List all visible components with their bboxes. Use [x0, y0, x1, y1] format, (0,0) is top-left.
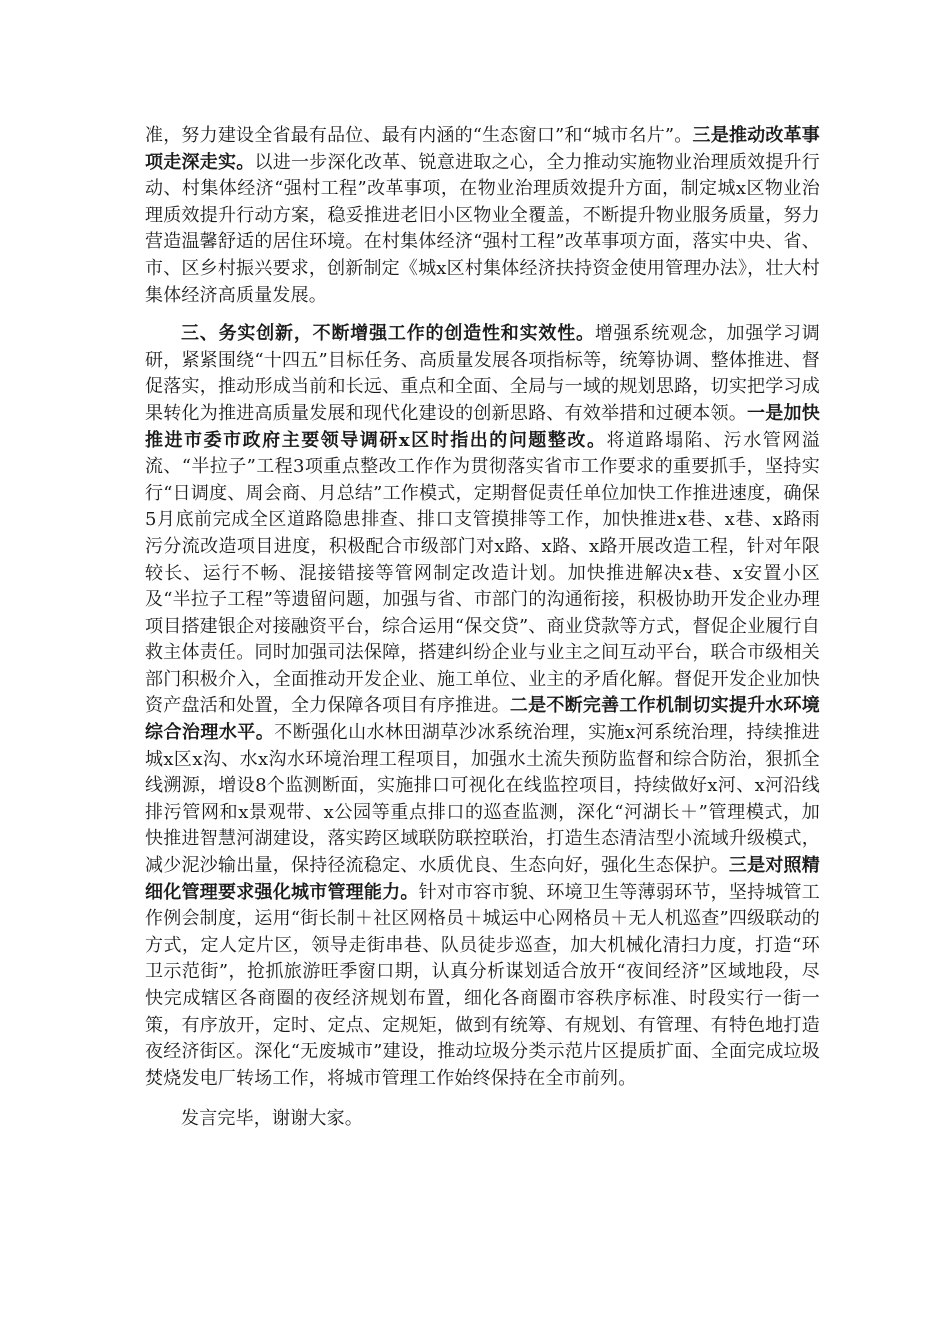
text-run: 准，努力建设全省最有品位、最有内涵的“生态窗口”和“城市名片”。: [145, 125, 693, 146]
text-run: 不断强化山水林田湖草沙冰系统治理，实施x河系统治理，持续推进城x区x沟、水x沟水环境治理工程项目，加强水土流失预防监督和综合防治，狠抓全线溯源，增设8个监测断面，实施排口可视化在线监控项目，持续做好x河、x河沿线排污管网和x景观带、x公园等重点排口的巡查监测，深化“河湖长＋”管理模式，加快推进智慧河湖建设，落实跨区域联防联控联治，打造生态清洁型小流域升级模式，减少泥沙输出量，保持径流稳定、水质优良、生态向好，强化生态保护。: [145, 722, 820, 877]
bold-heading-rectification: 一是加快推进市委市政府主要领导调研x区时指出的问题整改。: [145, 402, 820, 451]
text-run: 增强系统观念，加强学习调研，紧紧围绕“十四五”目标任务、高质量发展各项指标等，统筹协调、整体推进、督促落实，推动形成当前和长远、重点和全面、全局与一域的规划思路，切实把学习成果转化为推进高质量发展和现代化建设的创新思路、有效举措和过硬本领。: [145, 323, 820, 424]
text-run: 将道路塌陷、污水管网溢流、“半拉子”工程3项重点整改工作作为贯彻落实省市工作要求的重要抓手，坚持实行“日调度、周会商、月总结”工作模式，定期督促责任单位加快工作推进速度，确保5月底前完成全区道路隐患排查、排口支管摸排等工作，加快推进x巷、x巷、x路雨污分流改造项目进度，积极配合市级部门对x路、x路、x路开展改造工程，针对年限较长、运行不畅、混接错接等管网制定改造计划。加快推进解决x巷、x安置小区及“半拉子工程”等遗留问题，加强与省、市部门的沟通衔接，积极协助开发企业办理项目搭建银企对接融资平台，综合运用“保交贷”、商业贷款等方式，督促企业履行自救主体责任。同时加强司法保障，搭建纠纷企业与业主之间互动平台，联合市级相关部门积极介入，全面推动开发企业、施工单位、业主的矛盾化解。督促开发企业加快资产盘活和处置，全力保障各项目有序推进。: [145, 429, 820, 717]
document-body: [145, 123, 820, 1133]
bold-heading-reform: 三是推动改革事项走深走实。: [145, 125, 820, 173]
paragraph-section-three: [145, 321, 820, 1092]
section-heading-three: 三、务实创新，不断增强工作的创造性和实效性。: [181, 323, 595, 345]
text-run: 以进一步深化改革、锐意进取之心，全力推动实施物业治理质效提升行动、村集体经济“强村工程”改革事项，在物业治理质效提升方面，制定城x区物业治理质效提升行动方案，稳妥推进老旧小区物业全覆盖，不断提升物业服务质量，努力营造温馨舒适的居住环境。在村集体经济“强村工程”改革事项方面，落实中央、省、市、区乡村振兴要求，创新制定《城x区村集体经济扶持资金使用管理办法》，壮大村集体经济高质量发展。: [145, 151, 820, 306]
paragraph-reform-continuation: [145, 123, 820, 309]
bold-heading-water: 二是不断完善工作机制切实提升水环境综合治理水平。: [145, 695, 820, 744]
closing-remark: 发言完毕，谢谢大家。: [181, 1108, 363, 1130]
text-run: 针对市容市貌、环境卫生等薄弱环节，坚持城管工作例会制度，运用“街长制＋社区网格员＋城运中心网格员＋无人机巡查”四级联动的方式，定人定片区，领导走街串巷、队员徒步巡查，加大机械化清扫力度，打造“环卫示范街”，抢抓旅游旺季窗口期，认真分析谋划适合放开“夜间经济”区域地段，尽快完成辖区各商圈的夜经济规划布置，细化各商圈市容秩序标准、时段实行一街一策，有序放开，定时、定点、定规矩，做到有统筹、有规划、有管理、有特色地打造夜经济街区。深化“无废城市”建设，推动垃圾分类示范片区提质扩面、全面完成垃圾焚烧发电厂转场工作，将城市管理工作始终保持在全市前列。: [145, 881, 820, 1089]
bold-heading-city-management: 三是对照精细化管理要求强化城市管理能力。: [145, 855, 821, 903]
